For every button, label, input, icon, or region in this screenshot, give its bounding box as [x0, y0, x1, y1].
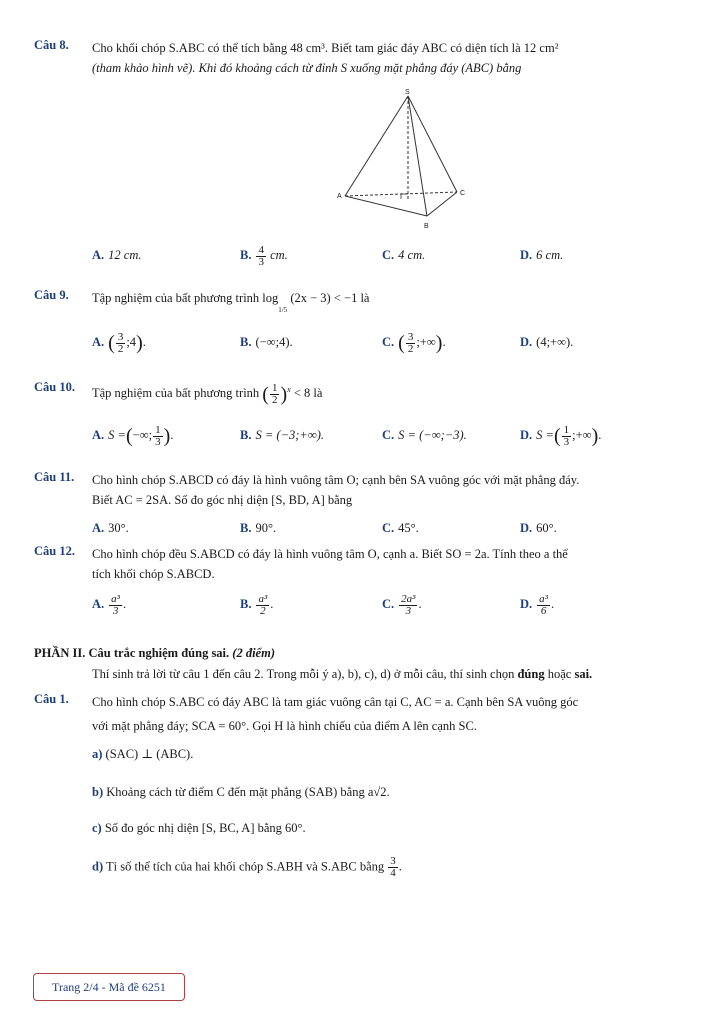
question-text-line2: với mặt phẳng đáy; SCA = 60°. Gọi H là hình chiếu của điểm A lên cạnh SC.	[92, 719, 477, 733]
question-10: Câu 10. Tập nghiệm của bất phương trình ( $\frac{1}{2}$ )$^x$ < 8 là	[34, 380, 323, 406]
option-d[interactable]: D. 6 cm.	[520, 248, 564, 262]
question-text-line2: tích khối chóp S.ABCD.	[92, 567, 215, 581]
q11-options	[92, 516, 692, 544]
question-number: Câu 8.	[34, 38, 69, 52]
statement-a[interactable]: a) (SAC) ⊥ (ABC).	[92, 747, 194, 761]
question-number: Câu 11.	[34, 470, 75, 484]
question-text: Tập nghiệm của bất phương trình	[92, 386, 260, 401]
option-c[interactable]: C. S = (−∞;−3).	[382, 428, 467, 442]
question-8	[34, 38, 699, 78]
question-number: Câu 9.	[34, 288, 69, 302]
option-b[interactable]: B. (−∞;4).	[240, 335, 293, 349]
option-c[interactable]: C. $\frac{\text{2a³}}{3}$ .	[382, 592, 422, 617]
option-d[interactable]: D. $\frac{\text{a³}}{6}$ .	[520, 592, 555, 617]
question-9: Câu 9. Tập nghiệm của bất phương trình $\log_{1/5} (2x - 3) < -1$ là	[34, 288, 370, 314]
option-a[interactable]: A. 30°.	[92, 521, 129, 535]
page-footer: Trang 2/4 - Mã đề 6251	[33, 973, 185, 1001]
question-text-line1: Cho hình chóp đều S.ABCD có đáy là hình vuông tâm O, cạnh a. Biết SO = 2a. Tính theo a thể	[92, 547, 568, 561]
question-text: Tập nghiệm của bất phương trình log	[92, 291, 279, 305]
pyramid-figure	[335, 86, 475, 234]
question-text-line2: (tham khảo hình vẽ). Khi đó khoảng cách từ đỉnh S xuống mặt phẳng đáy (ABC) bằng	[92, 61, 522, 75]
part2-question-1	[34, 692, 699, 736]
question-number: Câu 1.	[34, 692, 69, 706]
option-b[interactable]: B. 90°.	[240, 521, 277, 535]
option-b[interactable]: B. $\frac{4}{3}$ cm.	[240, 243, 288, 268]
label-c: C	[460, 190, 466, 197]
option-d[interactable]: D. S =( $\frac{1}{3}$ ;+∞).	[520, 423, 602, 448]
q8-options	[92, 243, 692, 271]
option-b[interactable]: B. S = (−3;+∞).	[240, 428, 325, 442]
option-d[interactable]: D. 60°.	[520, 521, 557, 535]
question-text-line2: Biết AC = 2SA. Số đo góc nhị diện [S, BD, A] bằng	[92, 493, 353, 507]
question-number: Câu 10.	[34, 380, 75, 394]
label-b: B	[424, 223, 429, 230]
option-a[interactable]: A. 12 cm.	[92, 248, 142, 262]
option-a[interactable]: A. S =(−∞; $\frac{1}{3}$ ).	[92, 423, 174, 448]
option-c[interactable]: C. 4 cm.	[382, 248, 426, 262]
statement-d[interactable]: d) Tỉ số thể tích của hai khối chóp S.ABH và S.ABC bằng $\frac{3}{4}$ .	[92, 855, 402, 879]
option-c[interactable]: C. ( $\frac{3}{2}$ ;+∞).	[382, 330, 446, 355]
statement-b[interactable]: b) Khoảng cách từ điểm C đến mặt phẳng (SAB) bằng a√2.	[92, 785, 390, 799]
label-a: A	[337, 193, 342, 200]
part2-heading: PHẦN II. Câu trắc nghiệm đúng sai. (2 điểm)	[34, 646, 275, 660]
log-base: 1/5	[278, 305, 288, 314]
option-a[interactable]: A. $\frac{\text{a³}}{3}$ .	[92, 592, 127, 617]
statement-c[interactable]: c) Số đo góc nhị diện [S, BC, A] bằng 60°.	[92, 821, 306, 835]
question-text-line1: Cho khối chóp S.ABC có thể tích bằng 48 cm³. Biết tam giác đáy ABC có diện tích là 12 cm²	[92, 41, 559, 55]
option-b[interactable]: B. $\frac{\text{a³}}{2}$ .	[240, 592, 274, 617]
question-11	[34, 470, 699, 510]
question-number: Câu 12.	[34, 544, 75, 558]
q9-options	[92, 330, 692, 358]
option-c[interactable]: C. 45°.	[382, 521, 419, 535]
question-text-line1: Cho hình chóp S.ABC có đáy ABC là tam giác vuông cân tại C, AC = a. Cạnh bên SA vuông góc	[92, 695, 579, 709]
option-a[interactable]: A. ( $\frac{3}{2}$ ;4).	[92, 330, 146, 355]
label-s: S	[405, 89, 410, 96]
part2-instruction: Thí sinh trả lời từ câu 1 đến câu 2. Trong mỗi ý a), b), c), d) ở mỗi câu, thí sinh chọn đúng hoặc sai.	[92, 667, 593, 681]
q10-options	[92, 423, 692, 451]
q12-options	[92, 592, 692, 620]
option-d[interactable]: D. (4;+∞).	[520, 335, 574, 349]
question-12	[34, 544, 699, 584]
question-text-line1: Cho hình chóp S.ABCD có đáy là hình vuông tâm O; cạnh bên SA vuông góc với mặt phẳng đáy.	[92, 473, 580, 487]
